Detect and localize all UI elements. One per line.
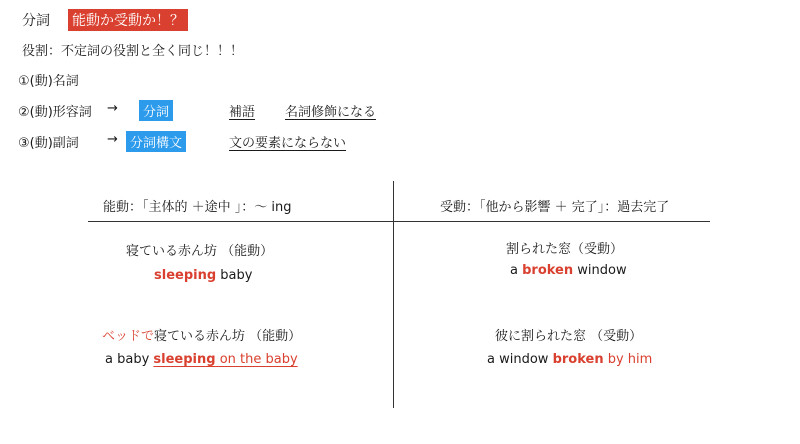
- arrow-icon: →: [107, 132, 118, 147]
- active-example1-en: [154, 268, 252, 283]
- active-example1-jp: 寝ている赤ん坊 （能動）: [126, 244, 274, 259]
- topic-title: 分詞: [22, 13, 50, 29]
- passive-example1-en: [510, 263, 627, 278]
- question-badge: 能動か受動か！？: [68, 9, 188, 31]
- example-rest: by him: [603, 352, 653, 367]
- jp-highlight: ベッドで: [102, 329, 155, 344]
- role-description: 役割：不定詞の役割と全く同じ！！！: [22, 44, 244, 59]
- role-adverb: ③(動)副詞: [18, 136, 79, 151]
- active-example2-en: [105, 352, 298, 367]
- passive-header: 受動：「他から影響 ＋ 完了」：過去完了: [440, 200, 670, 215]
- table-divider-horizontal: [88, 221, 710, 222]
- participle-term: 分詞: [139, 100, 173, 121]
- example-rest: on the baby: [215, 352, 298, 367]
- participle-construction-term: 分詞構文: [126, 131, 186, 152]
- example-pre: a baby: [105, 352, 154, 367]
- arrow-icon: →: [107, 101, 118, 116]
- table-divider-vertical: [393, 181, 394, 408]
- role-noun: ①(動)名詞: [18, 74, 79, 89]
- example-rest: baby: [216, 268, 253, 283]
- example-rest: window: [573, 263, 627, 278]
- active-example2-jp: [102, 325, 301, 344]
- passive-example2-jp: 彼に割られた窓 （受動）: [495, 329, 643, 344]
- passive-example1-jp: 割られた窓（受動）: [506, 242, 624, 257]
- role-adjective: ②(動)形容詞: [18, 105, 92, 120]
- highlight-word: sleeping: [154, 268, 217, 283]
- highlight-word: sleeping: [153, 352, 216, 367]
- noun-modifier-note: 名詞修飾になる: [285, 105, 377, 120]
- jp-rest: 寝ている赤ん坊 （能動）: [154, 329, 302, 344]
- example-pre: a window: [487, 352, 553, 367]
- highlight-word: broken: [552, 352, 604, 367]
- example-pre: a: [510, 263, 523, 278]
- highlight-word: broken: [522, 263, 574, 278]
- active-header: 能動：「主体的 ＋途中 」：～ ing: [103, 200, 292, 215]
- not-sentence-element-note: 文の要素にならない: [229, 136, 347, 151]
- passive-example2-en: [487, 352, 652, 367]
- complement-note: 補語: [229, 105, 256, 120]
